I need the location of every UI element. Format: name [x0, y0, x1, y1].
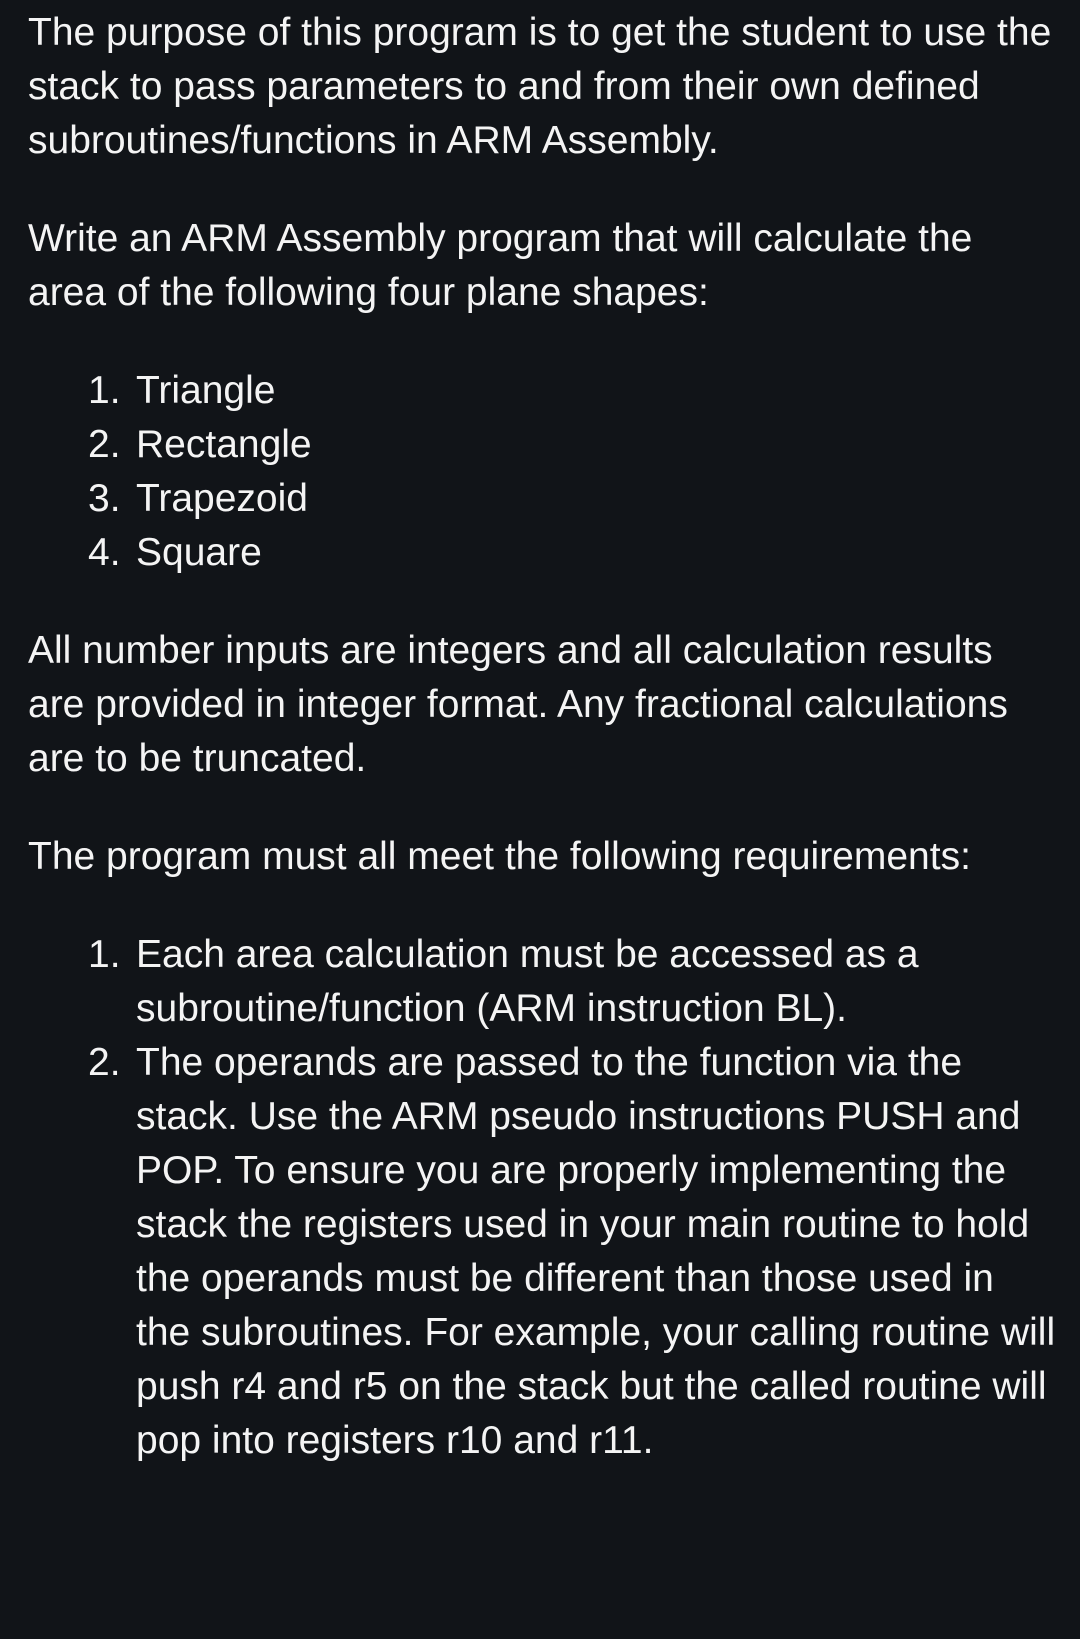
list-item-text: Trapezoid — [136, 477, 308, 520]
list-item-number: 2. — [88, 423, 121, 466]
list-item-text: The operands are passed to the function via the stack. Use the ARM pseudo instructions PUSH and POP. To ensure you are properly implementing the stack the registers used in your main routine to hold the operands must be different than those used in the subroutines. For example, your calling routine will push r4 and r5 on the stack but the called routine will pop into registers r10 and r11. — [136, 1041, 1056, 1462]
list-item-number: 1. — [88, 933, 121, 976]
shapes-list — [28, 364, 1056, 580]
list-item — [28, 472, 1056, 526]
list-item-text: Square — [136, 531, 262, 574]
list-item — [28, 418, 1056, 472]
list-item-text: Each area calculation must be accessed as a subroutine/function (ARM instruction BL). — [136, 933, 919, 1030]
list-item — [28, 928, 1056, 1036]
list-item-text: Triangle — [136, 369, 276, 412]
list-item — [28, 364, 1056, 418]
list-item-number: 2. — [88, 1041, 121, 1084]
requirements-intro-paragraph: The program must all meet the following requirements: — [28, 835, 971, 878]
list-item-text: Rectangle — [136, 423, 312, 466]
list-item-number: 4. — [88, 531, 121, 574]
intro-paragraph: The purpose of this program is to get the student to use the stack to pass parameters to and from their own defined subroutines/functions in ARM Assembly. — [28, 11, 1052, 162]
list-item — [28, 1036, 1056, 1468]
integers-paragraph: All number inputs are integers and all calculation results are provided in integer format. Any fractional calculations are to be truncated. — [28, 629, 1008, 780]
task-paragraph: Write an ARM Assembly program that will calculate the area of the following four plane shapes: — [28, 217, 973, 314]
requirements-list — [28, 928, 1056, 1468]
list-item-number: 3. — [88, 477, 121, 520]
list-item-number: 1. — [88, 369, 121, 412]
list-item — [28, 526, 1056, 580]
